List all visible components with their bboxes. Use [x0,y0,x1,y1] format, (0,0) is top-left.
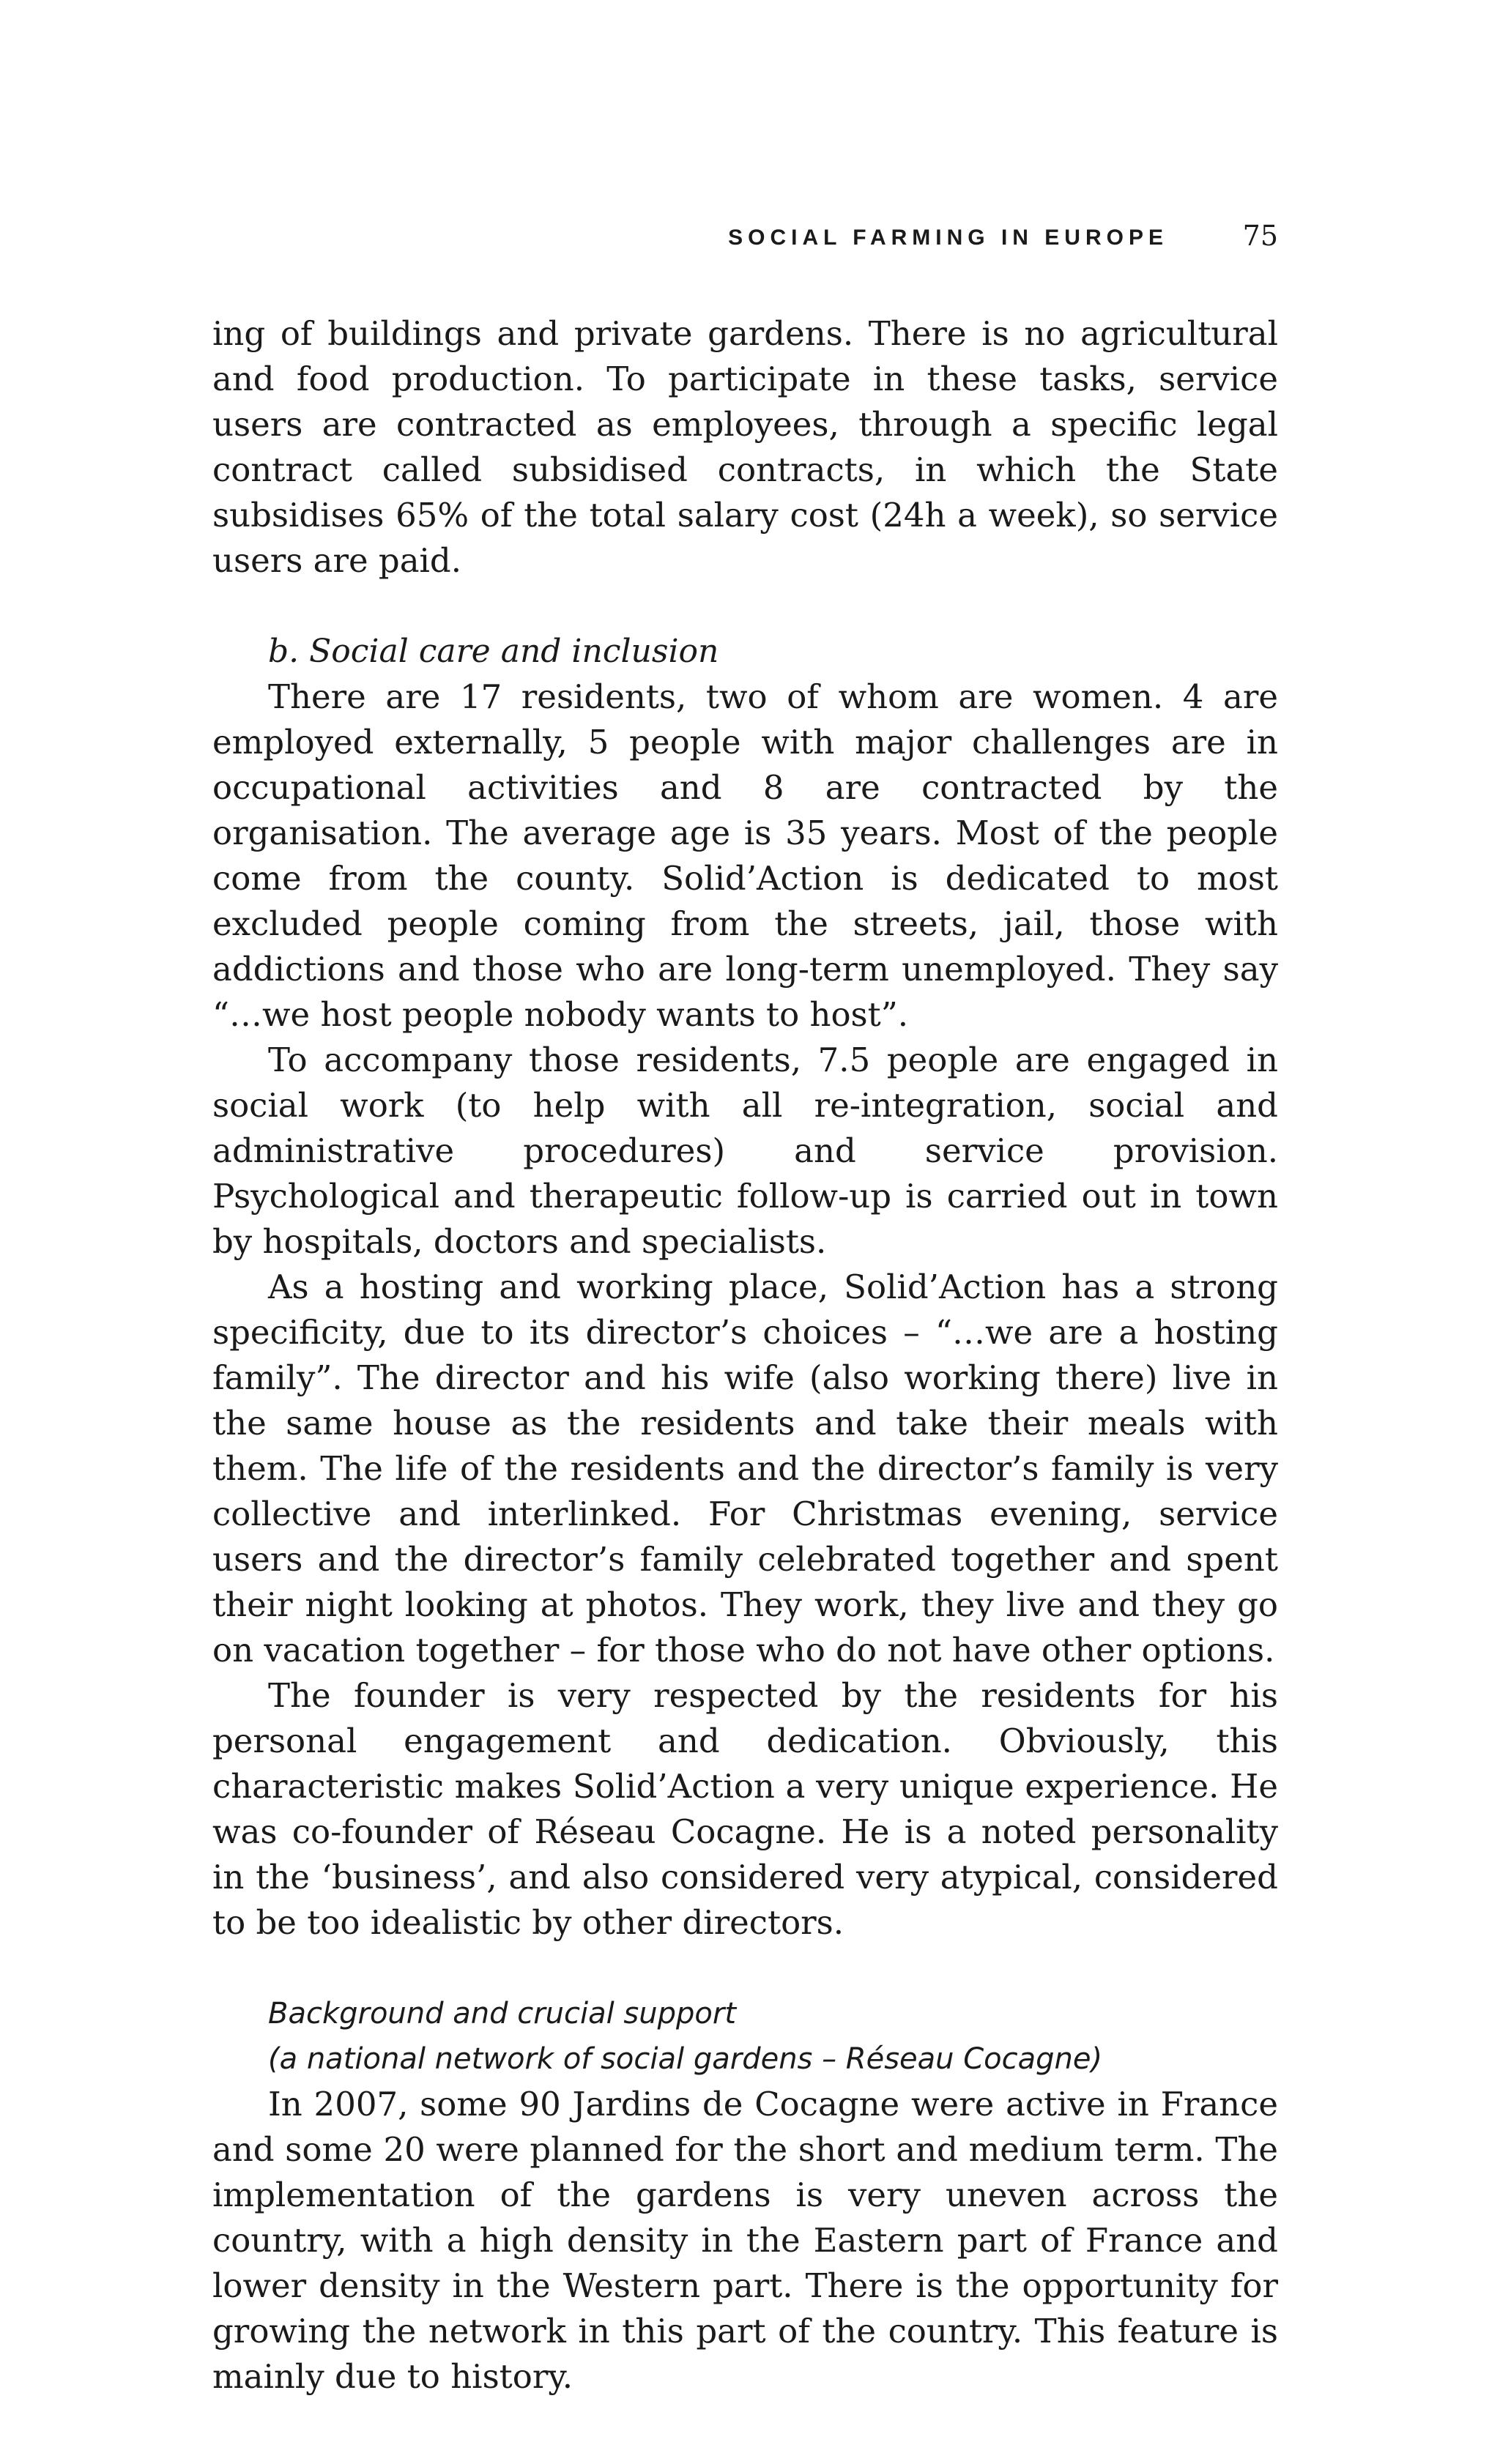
running-title: SOCIAL FARMING IN EUROPE [728,226,1168,250]
section-spacer [212,1946,1278,1991]
paragraph-b2: To accompany those residents, 7.5 people are engaged in social work (to help with all re-integration, social and administrative procedures) and service provision. Psychological and therapeutic follow-up is carried out in town by hospitals, doctors and specialists. [212,1041,1278,1261]
paragraph-b4: The founder is very respected by the residents for his personal engagement and dedication. Obviously, this characteristic makes Solid’Action a very unique experience. He was co-founder of Réseau Cocagne. He is a noted personality in the ‘business’, and also considered very atypical, considered to be too idealistic by other directors. [212,1676,1278,1942]
section-background-heading-line1: Background and crucial support [268,1997,737,2031]
paragraph-background-1: In 2007, some 90 Jardins de Cocagne were active in France and some 20 were planned for the short and medium term. The implementation of the gardens is very uneven across the country, with a high density in the Eastern part of France and lower density in the Western part. There is the opportunity for growing the network in this part of the country. This feature is mainly due to history. [212,2085,1278,2396]
paragraph-b1: There are 17 residents, two of whom are women. 4 are employed externally, 5 people with major challenges are in occupational activities and 8 are contracted by the organisation. The average age is 35 years. Most of the people come from the county. Solid’Action is dedicated to most excluded people coming from the streets, jail, those with addictions and those who are long-term unemployed. They say “…we host people nobody wants to host”. [212,677,1278,1034]
paragraph-b3: As a hosting and working place, Solid’Action has a strong specificity, due to its director’s choices – “…we are a hosting family”. The director and his wife (also working there) live in the same house as the residents and take their meals with them. The life of the residents and the director’s family is very collective and interlinked. For Christmas evening, service users and the director’s family celebrated together and spent their night looking at photos. They work, they live and they go on vacation together – for those who do not have other options. [212,1268,1278,1670]
running-head [212,220,1278,264]
section-b-heading: b. Social care and inclusion [268,633,719,670]
section-spacer [212,584,1278,629]
paragraph-intro: ing of buildings and private gardens. There is no agricultural and food production. To participate in these tasks, service users are contracted as employees, through a specific legal contract called subsidised contracts, in which the State subsidises 65% of the total salary cost (24h a week), so service users are paid. [212,314,1278,580]
section-background-heading-line2: (a national network of social gardens – Réseau Cocagne) [268,2042,1103,2076]
body-text [212,311,1278,2400]
page-number: 75 [1242,220,1278,252]
